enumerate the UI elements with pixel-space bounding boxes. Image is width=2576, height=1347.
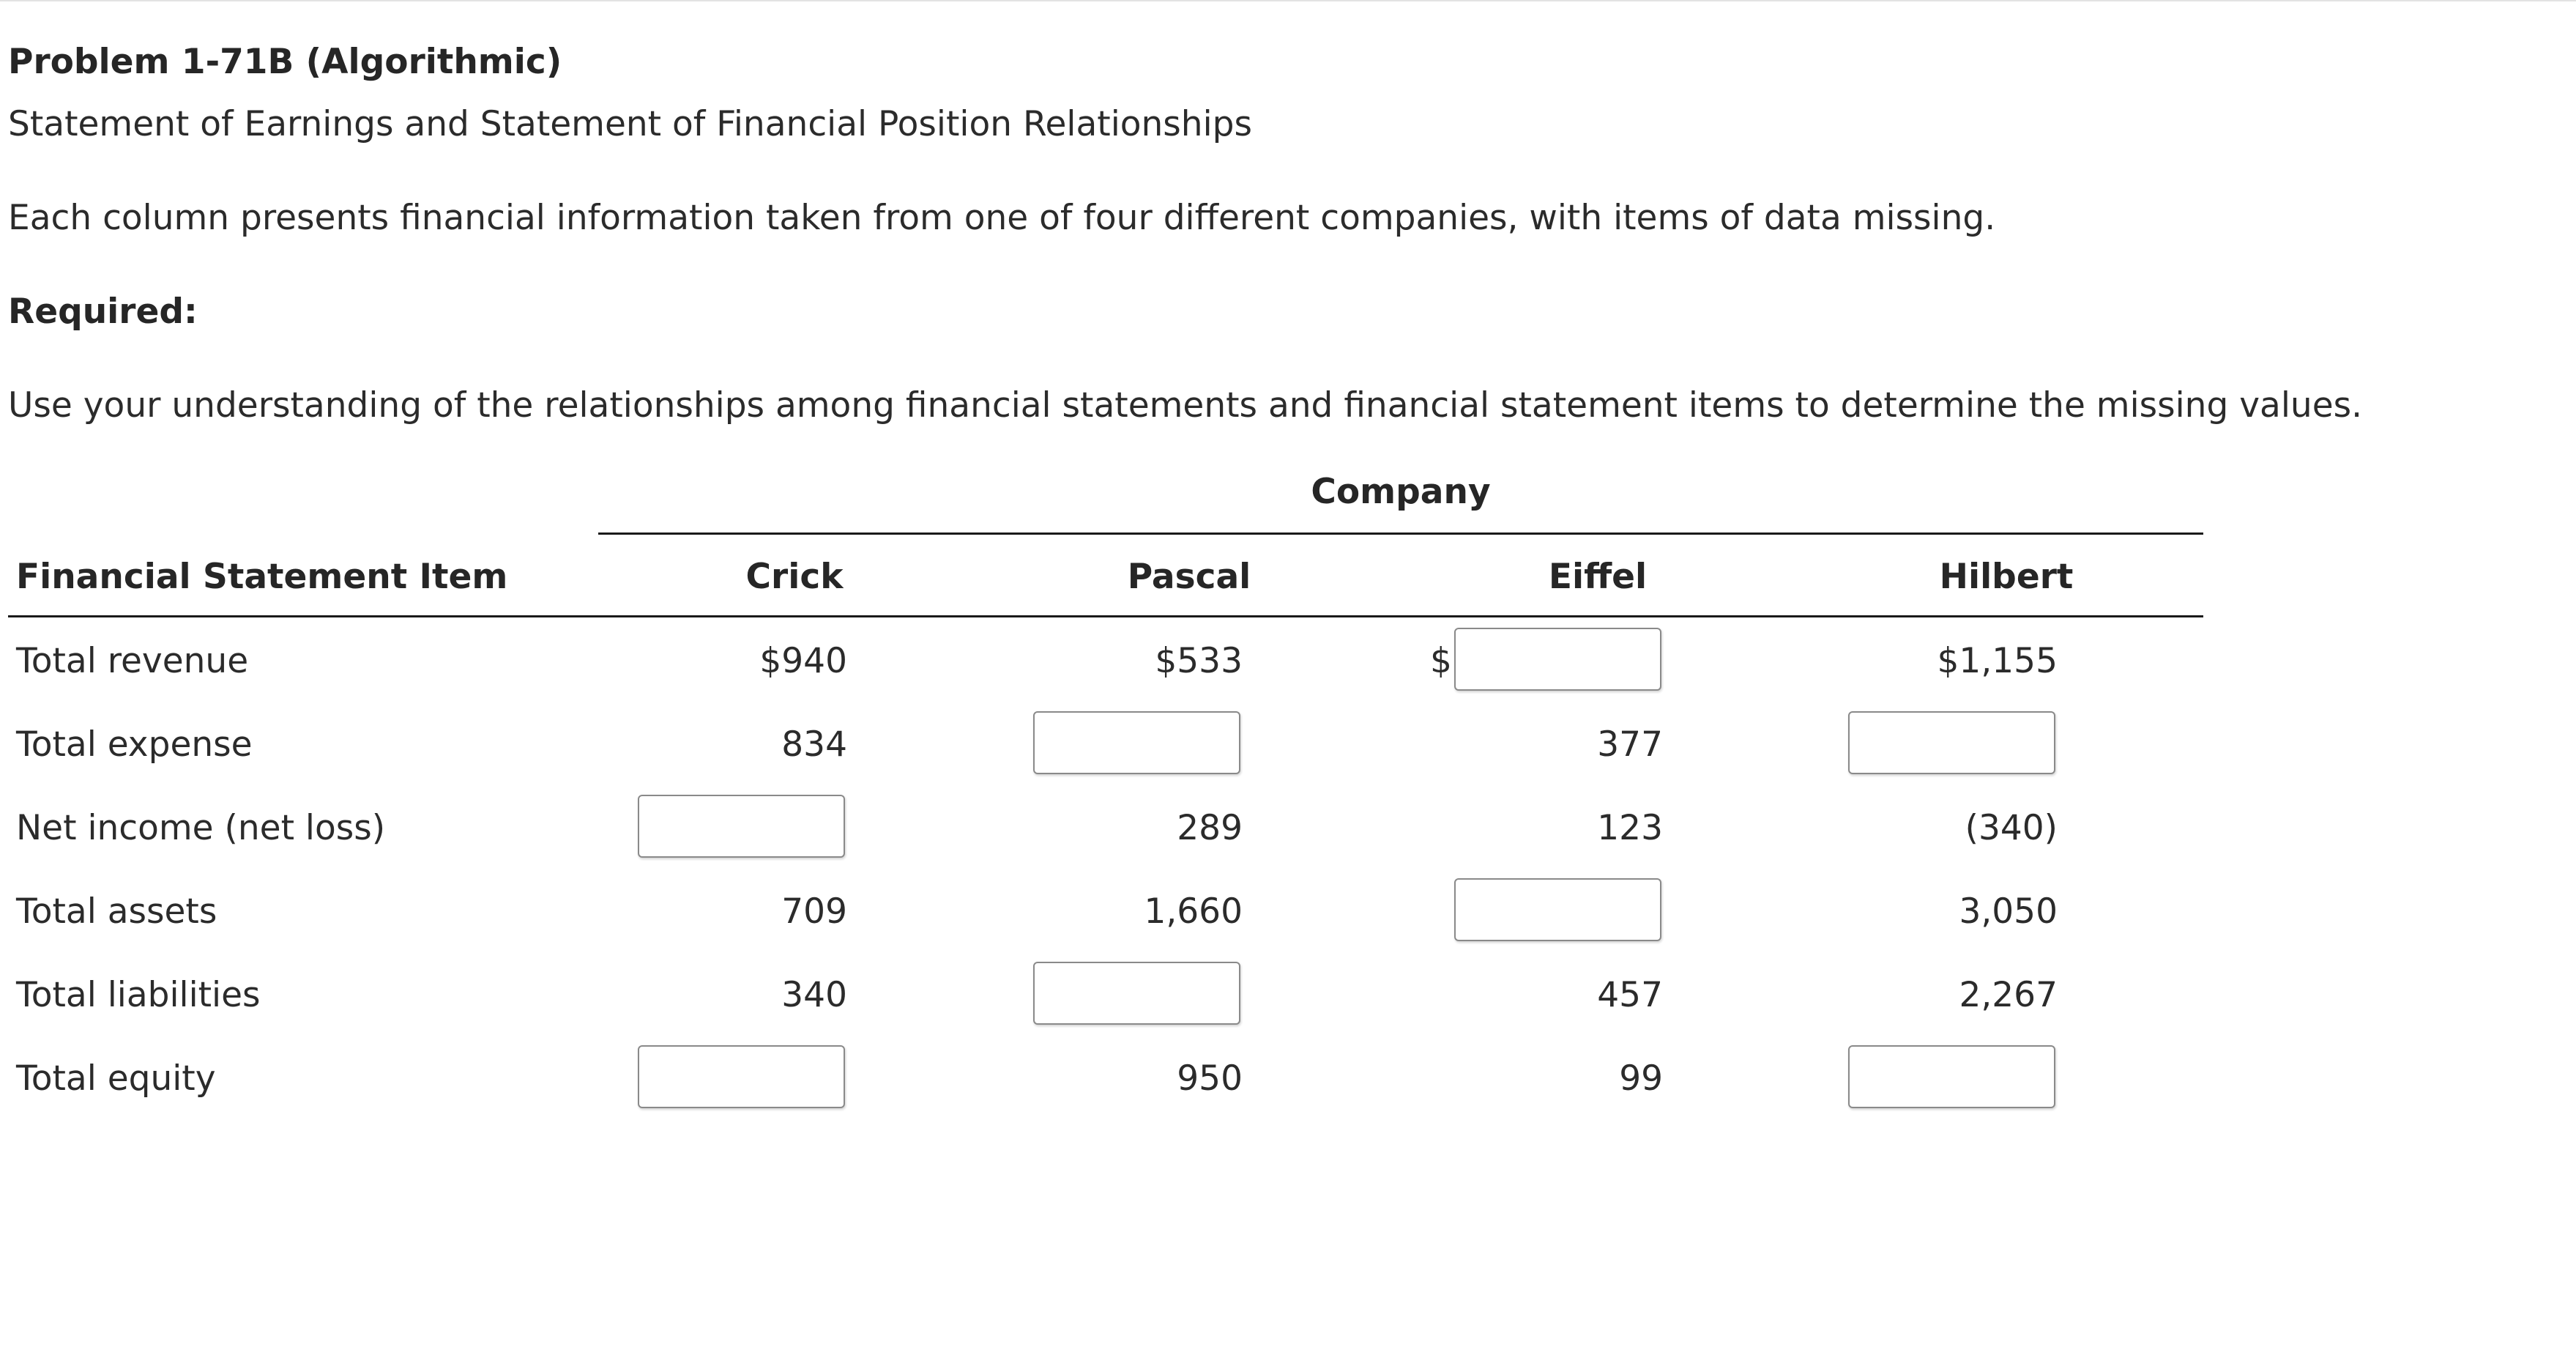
cell-crick-revenue: $940 bbox=[759, 641, 847, 681]
input-eiffel-assets[interactable] bbox=[1454, 878, 1661, 941]
problem-title: Problem 1-71B (Algorithmic) bbox=[8, 42, 562, 82]
cell-hilbert-net-income: (340) bbox=[1965, 808, 2058, 848]
column-header-pascal: Pascal bbox=[1127, 557, 1251, 597]
problem-instructions: Use your understanding of the relationships among financial statements and financial statement items to determine the missing values. bbox=[8, 385, 2363, 426]
required-label: Required: bbox=[8, 292, 198, 332]
input-pascal-expense[interactable] bbox=[1033, 711, 1240, 774]
cell-eiffel-net-income: 123 bbox=[1597, 808, 1663, 848]
company-group-header: Company bbox=[1311, 472, 1491, 512]
row-label-total-expense: Total expense bbox=[16, 724, 253, 765]
problem-subtitle: Statement of Earnings and Statement of Financial Position Relationships bbox=[8, 104, 1252, 144]
cell-pascal-net-income: 289 bbox=[1177, 808, 1243, 848]
cell-crick-expense: 834 bbox=[781, 724, 847, 765]
cell-crick-assets: 709 bbox=[781, 891, 847, 932]
cell-hilbert-assets: 3,050 bbox=[1959, 891, 2058, 932]
cell-eiffel-equity: 99 bbox=[1619, 1058, 1663, 1099]
input-crick-equity[interactable] bbox=[638, 1045, 845, 1108]
input-eiffel-revenue[interactable] bbox=[1454, 628, 1661, 691]
input-hilbert-expense[interactable] bbox=[1848, 711, 2055, 774]
column-header-eiffel: Eiffel bbox=[1548, 557, 1648, 597]
cell-eiffel-expense: 377 bbox=[1597, 724, 1663, 765]
cell-pascal-revenue: $533 bbox=[1155, 641, 1243, 681]
cell-eiffel-liabilities: 457 bbox=[1597, 975, 1663, 1015]
row-label-net-income: Net income (net loss) bbox=[16, 808, 386, 848]
top-divider bbox=[0, 0, 2576, 1]
input-hilbert-equity[interactable] bbox=[1848, 1045, 2055, 1108]
column-header-crick: Crick bbox=[745, 557, 844, 597]
input-crick-net-income[interactable] bbox=[638, 795, 845, 858]
column-header-hilbert: Hilbert bbox=[1939, 557, 2074, 597]
cell-hilbert-liabilities: 2,267 bbox=[1959, 975, 2058, 1015]
cell-pascal-assets: 1,660 bbox=[1144, 891, 1243, 932]
item-column-header: Financial Statement Item bbox=[16, 557, 508, 597]
company-header-rule bbox=[598, 533, 2203, 535]
row-label-total-assets: Total assets bbox=[16, 891, 217, 932]
row-label-total-liabilities: Total liabilities bbox=[16, 975, 261, 1015]
column-header-rule bbox=[8, 615, 2203, 617]
row-label-total-equity: Total equity bbox=[16, 1058, 216, 1099]
input-pascal-liabilities[interactable] bbox=[1033, 962, 1240, 1025]
cell-hilbert-revenue: $1,155 bbox=[1937, 641, 2058, 681]
row-label-total-revenue: Total revenue bbox=[16, 641, 249, 681]
currency-symbol: $ bbox=[1430, 641, 1452, 681]
problem-intro: Each column presents financial information taken from one of four different companies, with items of data missing. bbox=[8, 198, 1996, 238]
cell-crick-liabilities: 340 bbox=[781, 975, 847, 1015]
cell-pascal-equity: 950 bbox=[1177, 1058, 1243, 1099]
